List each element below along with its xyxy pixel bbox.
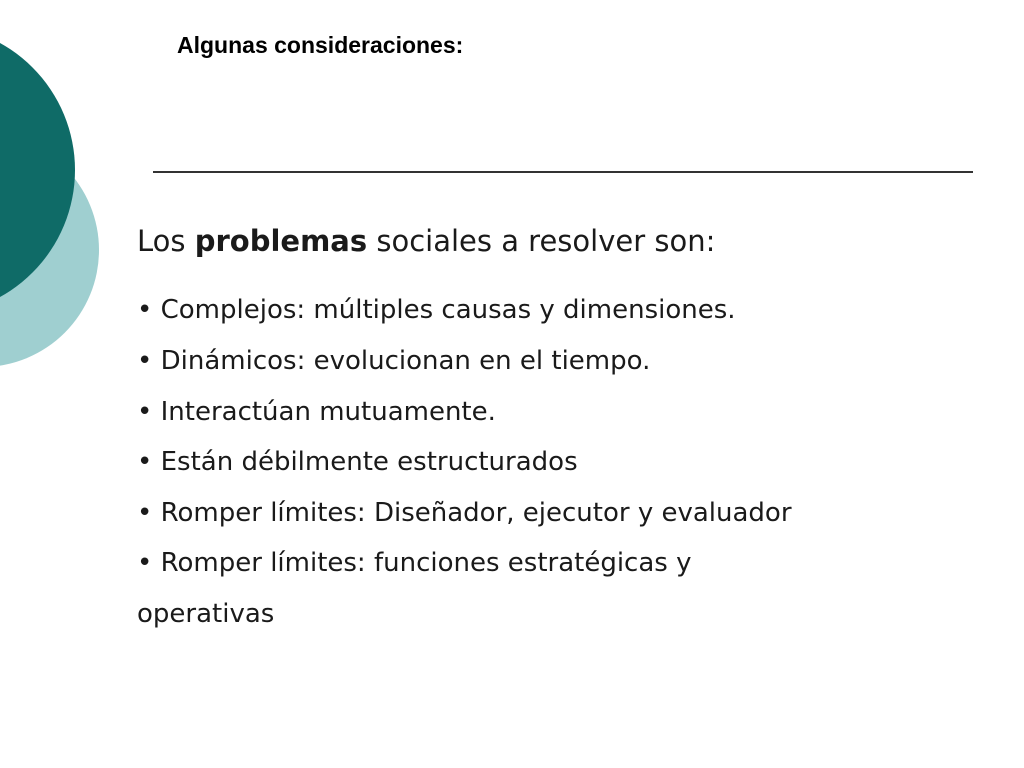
bullet-item: [137, 284, 997, 336]
bullet-marker: •: [137, 447, 161, 477]
bullet-list: [137, 284, 997, 639]
slide-body: [137, 220, 997, 639]
header-divider: [153, 171, 973, 173]
slide-header-title: Algunas consideraciones:: [177, 32, 464, 58]
lead-text-after: sociales a resolver son:: [367, 224, 716, 258]
bullet-marker: •: [137, 346, 161, 376]
bullet-marker: •: [137, 497, 161, 528]
bullet-marker: •: [137, 548, 161, 578]
bullet-item: [137, 336, 997, 387]
bullet-item: [137, 538, 837, 639]
bullet-item: [137, 437, 997, 488]
bullet-marker: •: [137, 295, 161, 325]
lead-sentence: [137, 220, 997, 262]
bullet-text: Interactúan mutuamente.: [160, 396, 496, 427]
bullet-text: Romper límites: funciones estratégicas y operativas: [137, 548, 692, 629]
bullet-item: [137, 387, 997, 438]
lead-text-before: Los: [137, 224, 195, 258]
bullet-text: Están débilmente estructurados: [160, 447, 578, 477]
lead-emphasis: problemas: [194, 224, 368, 258]
bullet-text: Romper límites: Diseñador, ejecutor y evaluador: [160, 497, 792, 528]
decorative-circles: [0, 0, 110, 410]
bullet-text: Dinámicos: evolucionan en el tiempo.: [160, 346, 651, 376]
bullet-text: Complejos: múltiples causas y dimensiones.: [160, 295, 736, 325]
bullet-item: [137, 488, 997, 539]
bullet-marker: •: [137, 396, 161, 427]
